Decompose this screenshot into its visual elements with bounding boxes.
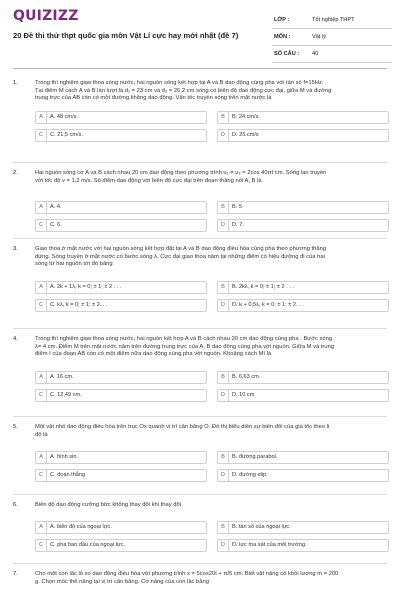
answer-option-c[interactable] [35,219,207,232]
question-text [35,502,390,510]
question-line: g. Chọn mốc thế năng tại vị trí cân bằng. Cơ năng của con lắc bằng [35,578,209,585]
meta-value: Vật lý [312,34,326,40]
option-text: C. pha ban đầu của ngoại lực. [50,542,125,548]
answer-option-a[interactable] [35,521,207,534]
question-number: 4. [13,336,18,342]
question-line: Một vật nhỏ dao động điều hòa trên trục Ox quanh vị trí cân bằng O. Đồ thị biểu diễn sự biến đổi của gia tốc theo li [35,424,330,430]
option-text: C. kλ, k = 0; ± 1; ± 2. . . [50,302,108,308]
option-text: D. 7. [232,222,244,228]
question-number: 6. [13,502,18,508]
option-text: D. lực ma sát của môi trường. [232,542,307,548]
answer-option-d[interactable] [217,219,389,232]
question-separator [13,494,387,495]
answer-option-a[interactable] [35,281,207,294]
option-letter-badge: B [218,112,229,123]
option-text: B. 2kλ, k = 0; ± 1; ± 2 . . . [232,284,294,290]
option-text: D. 25 cm/s [232,132,259,138]
question-line: với tốc độ v = 1,2 m/s. Số điểm dao động với biên độ cực đại trên đoạn thẳng nối A, B là [35,177,262,184]
question-line: sóng từ hai nguồn tới đó bằng [35,261,113,268]
question-separator [13,328,387,329]
answer-option-b[interactable] [217,111,389,124]
option-text: B. 5 [232,204,242,210]
quizizz-logo: QUIZIZZ [13,8,79,24]
question-text [35,170,390,185]
question-number: 5. [13,424,18,430]
answer-option-b[interactable] [217,281,389,294]
answer-option-b[interactable] [217,371,389,384]
option-letter-badge: D [218,300,229,311]
worksheet-header [0,0,400,68]
meta-row-question-count [272,46,392,63]
option-letter-badge: C [36,220,47,231]
question-line: độ là [35,431,48,438]
answer-option-b[interactable] [217,201,389,214]
option-letter-badge: B [218,522,229,533]
question-line: trung trực của AB còn có một đường không dao động. Vận tốc truyền sóng trên mặt nước là [35,95,272,102]
option-letter-badge: A [36,202,47,213]
option-text: B. 6,63 cm. [232,374,261,380]
option-text: D. k + 0,5λ, k = 0; ± 1; ± 2. . . [232,302,304,308]
answer-option-c[interactable] [35,389,207,402]
question-text [35,571,390,586]
answer-option-a[interactable] [35,201,207,214]
question-line: điểm I của đoạn AB còn có một điểm nữa dao động cùng pha với nguồn. Khoảng cách MI là [35,351,272,358]
question-separator [13,162,387,163]
option-letter-badge: A [36,372,47,383]
question-line: Giao thoa ở mặt nước với hai nguồn sóng kết hợp đặt tại A và B dao động điều hòa cùng pha theo phương thẳng [35,246,327,252]
meta-row-class [272,12,392,29]
option-letter-badge: B [218,282,229,293]
question-line: Trong thí nghiệm giao thoa sóng nước, hai nguồn kết hợp A và B cách nhau 20 cm dao động cùng pha . Bước sóng [35,336,333,342]
question-text [35,424,390,439]
answer-option-c[interactable] [35,129,207,142]
meta-value: 40 [312,51,319,57]
question-line: đứng. Sóng truyền ở mặt nước có bước sóng λ. Cực đại giao thoa nằm tại những điểm có hiệu đường đi của hai [35,253,325,260]
option-letter-badge: D [218,390,229,401]
option-text: C. đoạn thẳng [50,472,86,478]
meta-label: MÔN : [274,34,291,40]
option-text: A. 16 cm. [50,374,74,380]
option-letter-badge: A [36,282,47,293]
answer-option-d[interactable] [217,389,389,402]
question-text [35,80,390,103]
option-letter-badge: B [218,372,229,383]
meta-label: SỐ CÂU : [274,51,300,57]
option-letter-badge: A [36,112,47,123]
answer-option-c[interactable] [35,539,207,552]
option-letter-badge: D [218,540,229,551]
question-separator [13,238,387,239]
question-number: 1. [13,80,18,86]
option-letter-badge: A [36,452,47,463]
option-text: A. biên độ của ngoại lực. [50,524,112,530]
option-letter-badge: A [36,522,47,533]
question-text [35,246,390,269]
meta-value: Tốt nghiệp THPT [312,17,355,23]
answer-option-a[interactable] [35,371,207,384]
option-text: B. 24 cm/s. [232,114,260,120]
answer-option-a[interactable] [35,451,207,464]
option-text: A. hình sin. [50,454,78,460]
option-letter-badge: D [218,220,229,231]
option-text: C. 6. [50,222,62,228]
option-text: B. đường parabol. [232,454,278,460]
option-text: C. 21,5 cm/s. [50,132,83,138]
question-line: Cho một con lắc lò xo dao động điều hòa với phương trình x = 5cos20t + π/6 cm. Biết vật nặng có khối lượng m = 200 [35,571,339,577]
worksheet-title: 20 Đề thi thử thpt quốc gia môn Vật Lí cực hay mới nhất (đề 7) [13,31,239,40]
option-text: B. tần số của ngoại lực. [232,524,291,530]
question-number: 7. [13,571,18,577]
option-letter-badge: C [36,470,47,481]
meta-label: LỚP : [274,17,290,23]
option-text: A. 2k + 1λ, k = 0; ± 1; ± 2 . . . [50,284,122,290]
meta-row-subject [272,29,392,46]
option-text: C. 12,49 cm. [50,392,82,398]
answer-option-d[interactable] [217,469,389,482]
question-separator [13,563,387,564]
option-letter-badge: C [36,540,47,551]
question-separator [13,416,387,417]
option-text: D. 10 cm [232,392,255,398]
option-letter-badge: D [218,470,229,481]
question-line: Hai nguồn sóng cơ A và B cách nhau 20 cm dao động theo phương trình u₁ = u₂ = 2cos 40πt cm. Sóng lan truyền [35,170,327,176]
answer-option-d[interactable] [217,539,389,552]
option-letter-badge: C [36,390,47,401]
question-line: Trong thí nghiệm giao thoa sóng nước, hai nguồn sóng kết hợp tại A và B dao động cùng pha với tần số f=15Hz. [35,80,324,86]
option-letter-badge: C [36,130,47,141]
question-number: 3. [13,246,18,252]
option-letter-badge: C [36,300,47,311]
option-text: A. 48 cm/s. [50,114,78,120]
option-text: A. 4. [50,204,62,210]
worksheet-meta [272,12,392,63]
option-letter-badge: D [218,130,229,141]
answer-option-b[interactable] [217,521,389,534]
answer-option-d[interactable] [217,299,389,312]
question-number: 2. [13,170,18,176]
header-divider [13,68,387,69]
question-text [35,336,390,359]
answer-option-d[interactable] [217,129,389,142]
option-letter-badge: B [218,202,229,213]
question-line: Biên độ dao động cưỡng bức không thay đổi khi thay đổi [35,502,181,508]
option-letter-badge: B [218,452,229,463]
answer-option-c[interactable] [35,469,207,482]
answer-option-c[interactable] [35,299,207,312]
answer-option-a[interactable] [35,111,207,124]
option-text: D. đường elip. [232,472,268,478]
question-line: λ= 4 cm. Điểm M trên mặt nước nằm trên đường trung trực của A, B dao động cùng pha với nguồn. Giữa M và trung [35,343,335,350]
answer-option-b[interactable] [217,451,389,464]
question-line: Tại điểm M cách A và B lần lượt là d₁ = 23 cm và d₂ = 26,2 cm sóng có biên độ dao động cực đại, giữa M và đường [35,87,332,94]
